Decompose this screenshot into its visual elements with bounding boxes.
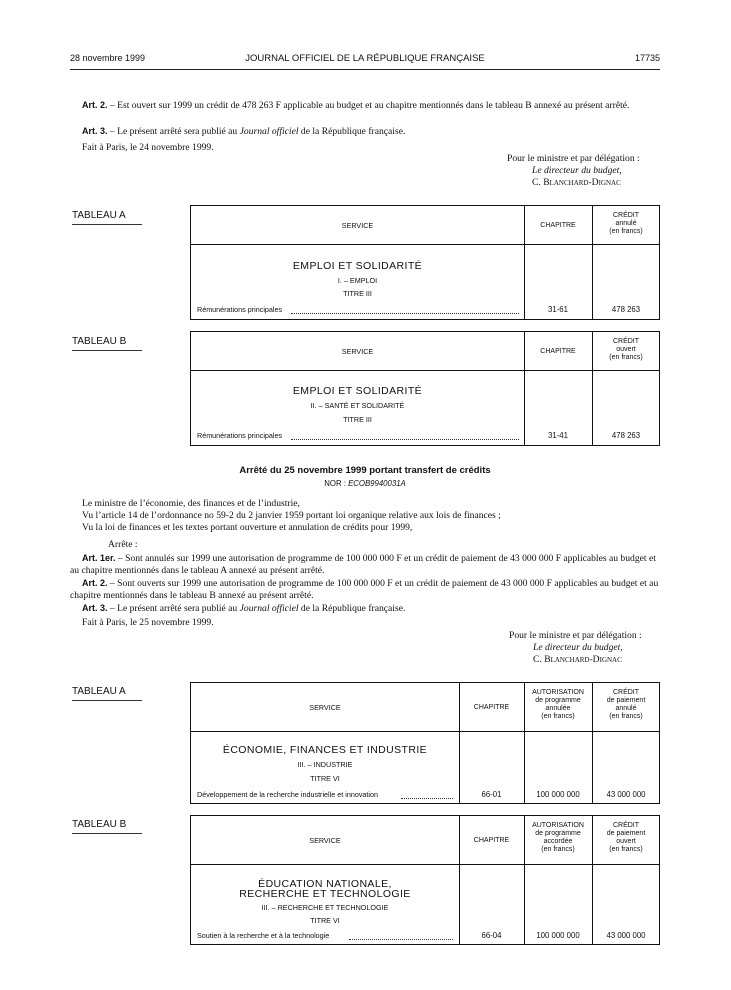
fait-a-paris (70, 142, 660, 154)
journal-officiel-italic: Journal officiel (239, 603, 299, 614)
header-autorisation (524, 822, 592, 854)
header-credit (592, 212, 660, 236)
header-credit-line: (en francs) (609, 354, 643, 361)
header-date: 28 novembre 1999 (70, 53, 146, 63)
tableau-label-text: TABLEAU B (72, 819, 127, 830)
ministry-title: EMPLOI ET SOLIDARITÉ (292, 260, 423, 272)
column-divider (459, 816, 460, 944)
article-1-text: – Sont annulés sur 1999 une autorisation de programme de 100 000 000 F et un crédit de paiement de 43 000 000 F applicables au budget et au chapitre mentionnés dans le tableau A annexé au présent arrêté. (70, 553, 656, 576)
header-credit-line: ouvert (616, 346, 636, 353)
table-tableau-a-1 (190, 205, 660, 320)
ministry-title: ÉDUCATION NATIONALE, (258, 878, 392, 890)
signature-name: C. Blanchard-Dignac (532, 177, 621, 188)
ministry-title-line-2: RECHERCHE ET TECHNOLOGIE (239, 888, 411, 900)
tableau-label-text: TABLEAU B (72, 336, 127, 347)
header-autorisation (524, 689, 592, 721)
header-service: SERVICE (341, 347, 374, 356)
titre: TITRE III (343, 415, 372, 424)
article-2-label: Art. 2. (82, 100, 108, 110)
row-chapitre: 31-61 (548, 305, 568, 314)
section-title: II. – SANTÉ ET SOLIDARITÉ (310, 401, 405, 410)
arrete-title: Arrêté du 25 novembre 1999 portant transfert de crédits (239, 465, 491, 476)
tableau-label (72, 336, 126, 347)
tableau-label (72, 819, 126, 830)
header-service: SERVICE (341, 221, 374, 230)
preamble-text: Vu l’article 14 de l’ordonnance no 59-2 du 2 janvier 1959 portant loi organique relative aux lois de finances ; (82, 510, 501, 521)
article-3-text: – Le présent arrêté sera publié au (107, 126, 240, 137)
section-title: III. – INDUSTRIE (297, 760, 353, 769)
article-2 (70, 100, 660, 112)
row-credit: 43 000 000 (606, 931, 646, 940)
row-autorisation: 100 000 000 (536, 931, 580, 940)
header-line: (en francs) (609, 713, 643, 720)
row-chapitre: 66-01 (481, 790, 502, 799)
leader-dots (291, 313, 519, 314)
arrete-word: Arrête : (108, 539, 138, 550)
header-line: annulée (545, 705, 571, 712)
signature-role: Le directeur du budget, (533, 642, 623, 653)
preamble-text: Vu la loi de finances et les textes portant ouverture et annulation de crédits pour 1999, (82, 522, 413, 533)
header-credit-line: annulé (615, 220, 637, 227)
nor-reference (70, 479, 660, 488)
header-service: SERVICE (309, 703, 341, 712)
tableau-label (72, 210, 126, 221)
header-line: de paiement (606, 830, 646, 837)
article-3-label: Art. 3. (82, 126, 108, 136)
table-tableau-a-2 (190, 682, 660, 804)
header-line: ouvert (616, 838, 636, 845)
article-3-text-end: de la République française. (298, 603, 406, 614)
fait-a-paris-2 (70, 617, 660, 629)
fait-text: Fait à Paris, le 24 novembre 1999. (82, 142, 214, 153)
header-page-number: 17735 (634, 53, 660, 63)
header-credit-line: CRÉDIT (612, 212, 640, 219)
signature-role: Le directeur du budget, (532, 165, 622, 176)
titre: TITRE VI (310, 916, 340, 925)
row-credit: 43 000 000 (606, 790, 646, 799)
signature-line-2 (532, 165, 622, 177)
header-rule (70, 69, 660, 70)
journal-officiel-italic: Journal officiel (239, 126, 299, 137)
header-chapitre: CHAPITRE (473, 837, 510, 844)
preamble-1 (70, 498, 660, 510)
header-line: de programme (535, 697, 581, 704)
signature-line-1: Pour le ministre et par délégation : (507, 153, 640, 164)
row-chapitre: 31-41 (548, 431, 568, 440)
article-2-text: – Est ouvert sur 1999 un crédit de 478 263 F applicable au budget et au chapitre mentionnés dans le tableau B annexé au présent arrêté. (107, 100, 630, 111)
row-label: Développement de la recherche industrielle et innovation (197, 790, 378, 799)
article-3-text: – Le présent arrêté sera publié au (107, 603, 240, 614)
header-line: CRÉDIT (612, 689, 640, 696)
leader-dots (349, 939, 453, 940)
row-label: Rémunérations principales (197, 305, 283, 314)
header-line: accordée (543, 838, 573, 845)
article-1 (70, 553, 660, 576)
ministry-title: EMPLOI ET SOLIDARITÉ (292, 385, 423, 397)
header-credit (592, 338, 660, 362)
header-journal-title: JOURNAL OFFICIEL DE LA RÉPUBLIQUE FRANÇAISE (245, 53, 485, 64)
row-chapitre: 66-04 (481, 931, 502, 940)
preamble-3 (70, 522, 660, 534)
header-line: AUTORISATION (532, 822, 584, 829)
tableau-label (72, 686, 126, 697)
row-amount: 478 263 (611, 431, 641, 440)
leader-dots (401, 798, 453, 799)
header-service: SERVICE (309, 836, 341, 845)
header-line: annulé (615, 705, 637, 712)
row-label: Soutien à la recherche et à la technologie (197, 931, 330, 940)
article-2-label: Art. 2. (82, 578, 108, 588)
row-amount: 478 263 (611, 305, 641, 314)
header-chapitre: CHAPITRE (540, 348, 576, 355)
nor-label: NOR : (324, 479, 349, 488)
ministry-title: ÉCONOMIE, FINANCES ET INDUSTRIE (222, 744, 428, 756)
leader-dots (291, 439, 519, 440)
header-line: AUTORISATION (532, 689, 584, 696)
header-line: (en francs) (609, 846, 643, 853)
header-line: de paiement (606, 697, 646, 704)
nor-value: ECOB9940031A (348, 479, 406, 488)
tableau-label-text: TABLEAU A (72, 210, 126, 221)
table-tableau-b-1 (190, 331, 660, 446)
article-3-b (70, 603, 660, 615)
running-header (70, 53, 660, 67)
article-3 (70, 126, 660, 138)
tableau-label-text: TABLEAU A (72, 686, 126, 697)
table-tableau-b-2 (190, 815, 660, 945)
section-title: I. – EMPLOI (337, 276, 378, 285)
header-chapitre: CHAPITRE (473, 704, 510, 711)
article-3-label: Art. 3. (82, 603, 108, 613)
signature-line-2 (533, 642, 623, 654)
header-credit-line: CRÉDIT (612, 338, 640, 345)
header-line: CRÉDIT (612, 822, 640, 829)
preamble-2 (70, 510, 660, 522)
column-divider (459, 683, 460, 803)
signature-name: C. Blanchard-Dignac (533, 654, 622, 665)
titre: TITRE VI (310, 774, 340, 783)
preamble-text: Le ministre de l’économie, des finances et de l’industrie, (82, 498, 300, 509)
section-title: III. – RECHERCHE ET TECHNOLOGIE (261, 903, 389, 912)
signature-line-1: Pour le ministre et par délégation : (509, 630, 642, 641)
header-credit (592, 822, 660, 854)
header-chapitre: CHAPITRE (540, 222, 576, 229)
fait-text: Fait à Paris, le 25 novembre 1999. (82, 617, 214, 628)
article-3-text-end: de la République française. (298, 126, 406, 137)
article-2-b (70, 578, 660, 601)
header-credit (592, 689, 660, 721)
header-line: de programme (535, 830, 581, 837)
article-2-text: – Sont ouverts sur 1999 une autorisation de programme de 100 000 000 F et un crédit de paiement de 43 000 000 F applicables au budget et au chapitre mentionnés dans le tableau B annexé au présent arrêté. (70, 578, 659, 601)
header-line: (en francs) (541, 846, 575, 853)
row-autorisation: 100 000 000 (536, 790, 580, 799)
header-credit-line: (en francs) (609, 228, 643, 235)
titre: TITRE III (343, 289, 372, 298)
header-line: (en francs) (541, 713, 575, 720)
article-1-label: Art. 1er. (82, 553, 116, 563)
row-label: Rémunérations principales (197, 431, 283, 440)
